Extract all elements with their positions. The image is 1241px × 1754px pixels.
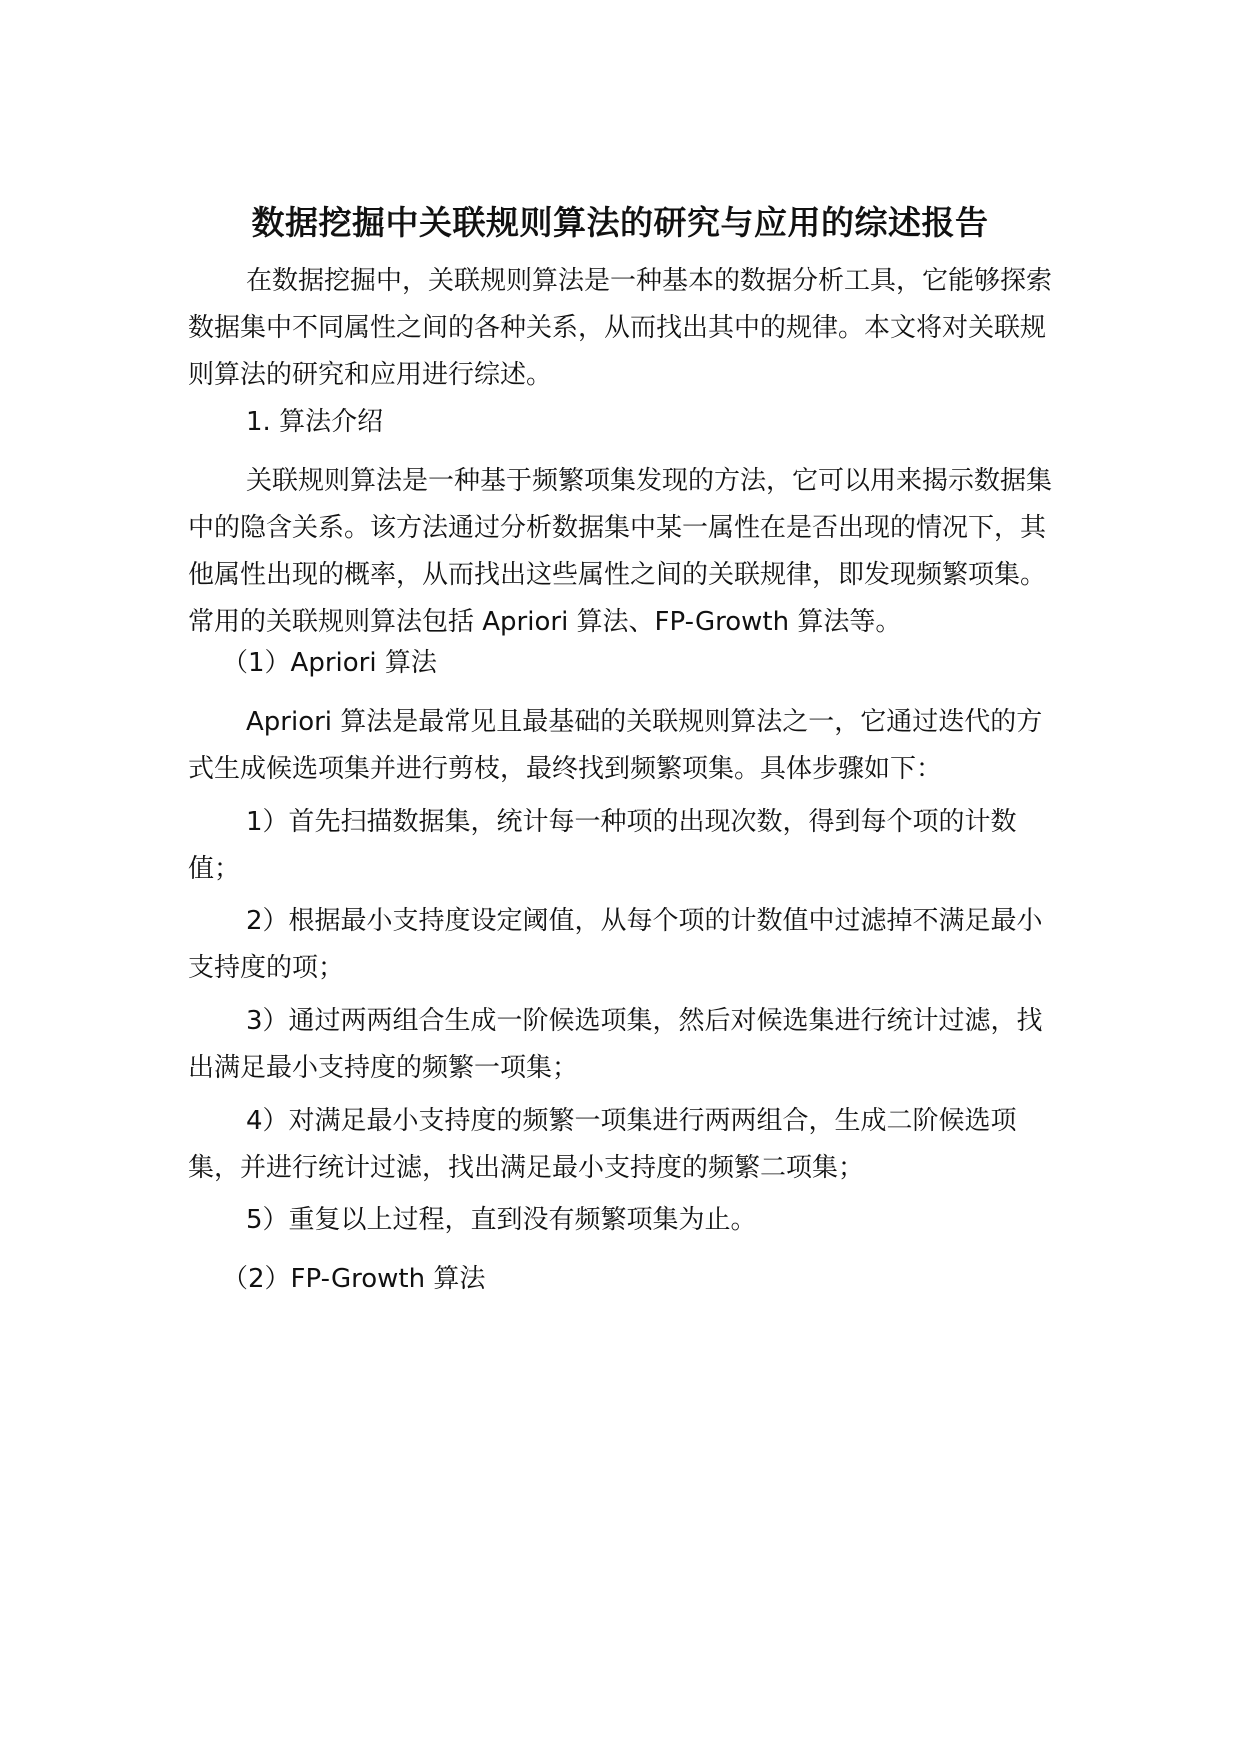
apriori-step-2: 2）根据最小支持度设定阈值，从每个项的计数值中过滤掉不满足最小支持度的项； xyxy=(188,906,1043,983)
intro-paragraph: 在数据挖掘中，关联规则算法是一种基本的数据分析工具，它能够探索数据集中不同属性之间的各种关系，从而找出其中的规律。本文将对关联规则算法的研究和应用进行综述。 xyxy=(188,266,1053,390)
section-heading-algorithm-intro: 1. 算法介绍 xyxy=(246,407,384,437)
algorithm-intro-paragraph: 关联规则算法是一种基于频繁项集发现的方法，它可以用来揭示数据集中的隐含关系。该方法通过分析数据集中某一属性在是否出现的情况下，其他属性出现的概率，从而找出这些属性之间的关联规律，即发现频繁项集。常用的关联规则算法包括 Apriori 算法、FP-Growth 算法等。 xyxy=(188,466,1053,637)
apriori-paragraph: Apriori 算法是最常见且最基础的关联规则算法之一，它通过迭代的方式生成候选项集并进行剪枝，最终找到频繁项集。具体步骤如下： xyxy=(188,707,1043,784)
document-title: 数据挖掘中关联规则算法的研究与应用的综述报告 xyxy=(251,203,989,243)
apriori-step-5: 5）重复以上过程，直到没有频繁项集为止。 xyxy=(246,1205,757,1235)
apriori-step-3: 3）通过两两组合生成一阶候选项集，然后对候选集进行统计过滤，找出满足最小支持度的频繁一项集； xyxy=(188,1006,1043,1083)
apriori-step-1: 1）首先扫描数据集，统计每一种项的出现次数，得到每个项的计数值； xyxy=(188,807,1017,884)
subsection-heading-fp-growth: （2）FP-Growth 算法 xyxy=(222,1264,486,1294)
apriori-step-4: 4）对满足最小支持度的频繁一项集进行两两组合，生成二阶候选项集，并进行统计过滤，找出满足最小支持度的频繁二项集； xyxy=(188,1106,1017,1183)
subsection-heading-apriori: （1）Apriori 算法 xyxy=(222,648,437,678)
